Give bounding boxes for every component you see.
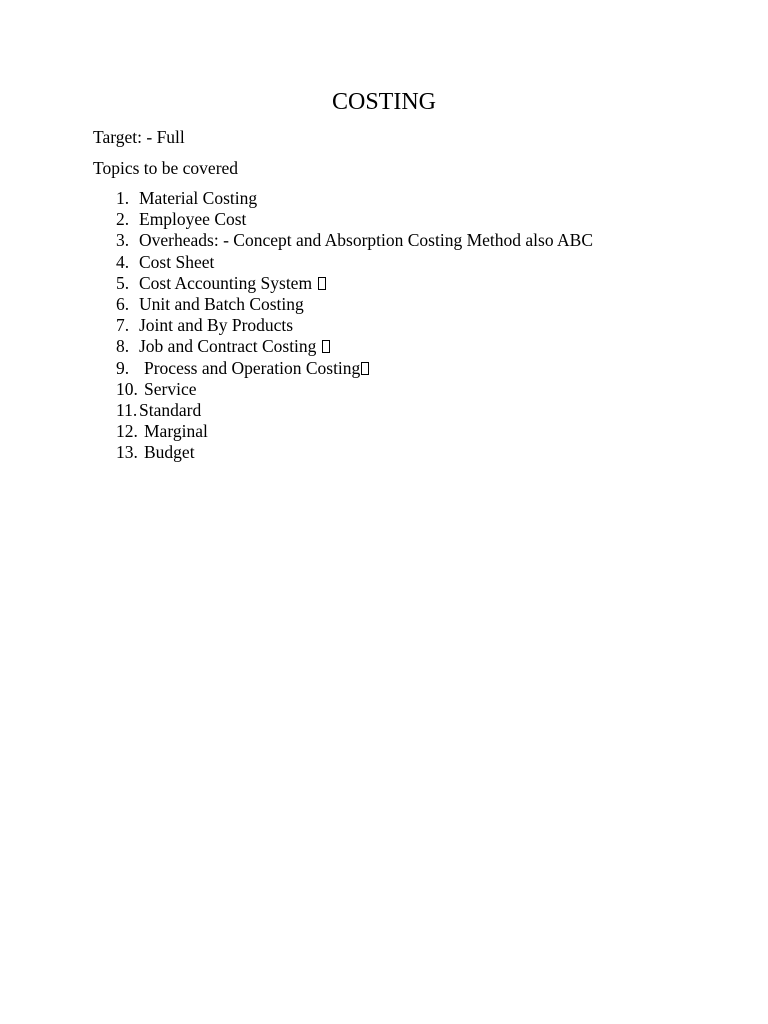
list-item [0, 252, 768, 273]
list-item [0, 209, 768, 230]
list-item-label: Budget [144, 442, 195, 463]
topics-list [0, 188, 768, 463]
list-item-number: 6. [116, 293, 130, 314]
list-item-number: 12. [116, 421, 138, 442]
target-line: Target: - Full [93, 127, 185, 147]
list-item-number: 13. [116, 442, 138, 463]
list-item [0, 421, 768, 442]
list-item [0, 400, 768, 421]
list-item-number: 3. [116, 230, 130, 251]
missing-glyph-box-icon [361, 362, 369, 375]
missing-glyph-box-icon [318, 277, 326, 290]
list-item-label: Cost Accounting System [139, 272, 313, 293]
list-item-label: Joint and By Products [139, 315, 294, 336]
list-item [0, 230, 768, 251]
list-item-label: Marginal [144, 421, 208, 442]
list-item [0, 315, 768, 336]
topics-heading: Topics to be covered [93, 158, 239, 178]
list-item [0, 358, 768, 379]
list-item [0, 273, 768, 294]
list-item-number: 1. [116, 188, 130, 208]
list-item [0, 442, 768, 463]
list-item-label: Service [144, 378, 197, 399]
document-title: COSTING [331, 89, 436, 115]
list-item-number: 2. [116, 209, 130, 230]
list-item-label: Process and Operation Costing [144, 357, 361, 378]
list-item-number: 4. [116, 251, 130, 272]
list-item-label: Cost Sheet [139, 251, 215, 272]
list-item-label: Unit and Batch Costing [139, 293, 304, 314]
list-item-number: 5. [116, 272, 130, 293]
list-item-number: 9. [116, 357, 130, 378]
list-item [0, 379, 768, 400]
list-item [0, 188, 768, 209]
list-item-label: Job and Contract Costing [139, 336, 317, 357]
list-item-number: 10. [116, 378, 138, 399]
list-item-number: 8. [116, 336, 130, 357]
list-item-label: Standard [139, 399, 202, 420]
list-item-label: Overheads: - Concept and Absorption Costing Method also ABC [139, 230, 593, 251]
list-item-number: 11. [116, 399, 138, 420]
list-item [0, 336, 768, 357]
list-item-number: 7. [116, 315, 130, 336]
list-item-label: Employee Cost [139, 209, 247, 230]
list-item-label: Material Costing [139, 188, 258, 208]
list-item [0, 294, 768, 315]
missing-glyph-box-icon [322, 340, 330, 353]
